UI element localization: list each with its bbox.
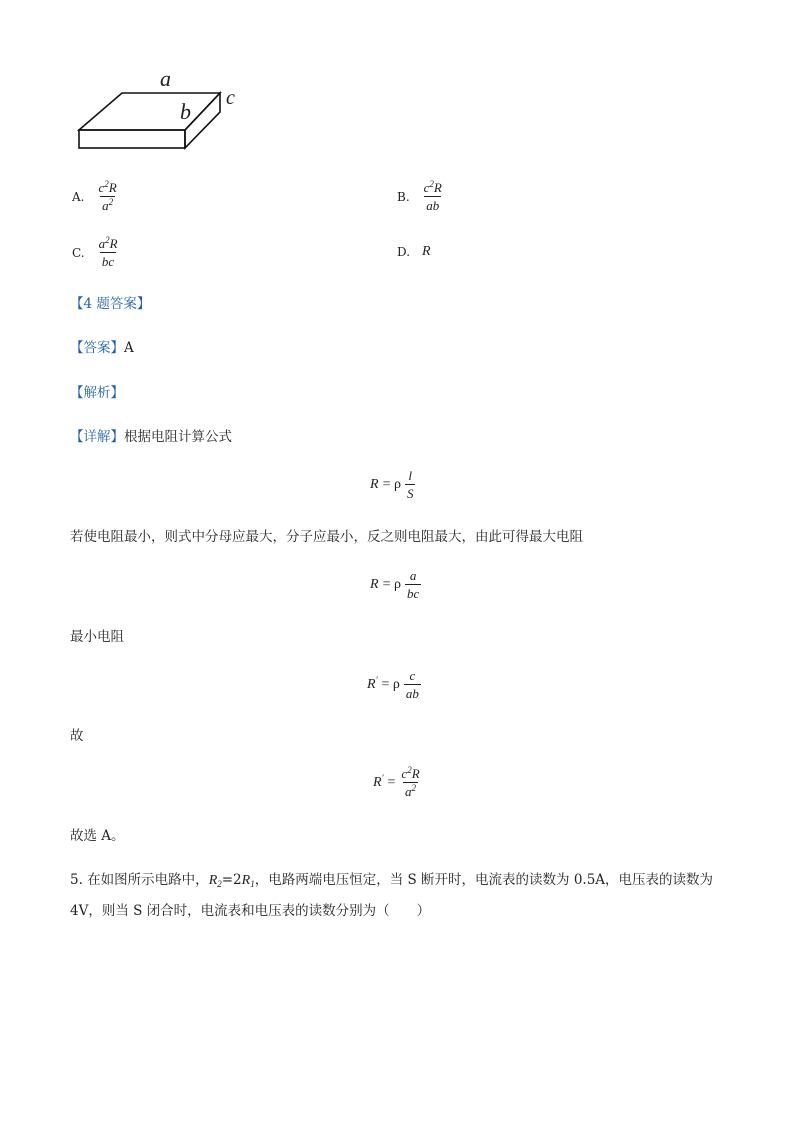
option-b-label: B.: [397, 189, 410, 204]
answer-value: A: [124, 340, 134, 356]
answer-header: 【4 题答案】: [70, 296, 151, 312]
detail-tag: 【详解】: [70, 429, 124, 445]
equation-2: R = ρ $\frac{a}{bc}$: [370, 568, 420, 601]
slab-top-face: [79, 93, 220, 130]
paragraph-2: 最小电阻: [70, 629, 124, 645]
equation-3: R' = ρ $\frac{c}{ab}$: [367, 668, 419, 701]
label-a: a: [160, 66, 171, 91]
equation-4: R' = $\frac{c^2R}{a^2}$: [373, 765, 420, 799]
question-5-line-2: 4V，则当 S 闭合时，电流表和电压表的读数分别为（ ）: [70, 903, 431, 919]
option-a-fraction: $\frac{c^2R}{a^2}$: [98, 179, 117, 213]
option-b-fraction: $\frac{c^2R}{ab}$: [423, 179, 442, 213]
analysis-header: 【解析】: [70, 385, 124, 401]
option-b[interactable]: [397, 180, 444, 213]
paragraph-1: 若使电阻最小，则式中分母应最大，分子应最小，反之则电阻最大，由此可得最大电阻: [70, 529, 583, 545]
equation-1: R = ρ $\frac{l}{S}$: [370, 468, 414, 501]
question-5-line-1: 5. 在如图所示电路中，$R_2=2R_1$，电路两端电压恒定，当 S 断开时，电流表的读数为 0.5A，电压表的读数为: [70, 872, 714, 889]
option-d-label: D.: [397, 245, 411, 259]
option-d[interactable]: [397, 244, 431, 260]
option-c[interactable]: [72, 236, 120, 269]
option-c-fraction: $\frac{a^2R}{bc}$: [98, 235, 118, 269]
detail-line: [70, 427, 232, 447]
option-d-value: R: [422, 244, 431, 259]
answer-tag: 【答案】: [70, 340, 124, 356]
answer-line: [70, 338, 134, 358]
slab-front-face: [79, 130, 185, 148]
conclusion: 故选 A。: [70, 828, 125, 844]
detail-text: 根据电阻计算公式: [124, 429, 232, 445]
question-5-number: 5.: [70, 872, 83, 888]
paragraph-3: 故: [70, 728, 84, 744]
option-a-label: A.: [72, 189, 85, 204]
label-b: b: [180, 99, 191, 124]
option-a[interactable]: [72, 180, 119, 213]
option-c-label: C.: [72, 245, 85, 260]
label-c: c: [226, 87, 235, 109]
